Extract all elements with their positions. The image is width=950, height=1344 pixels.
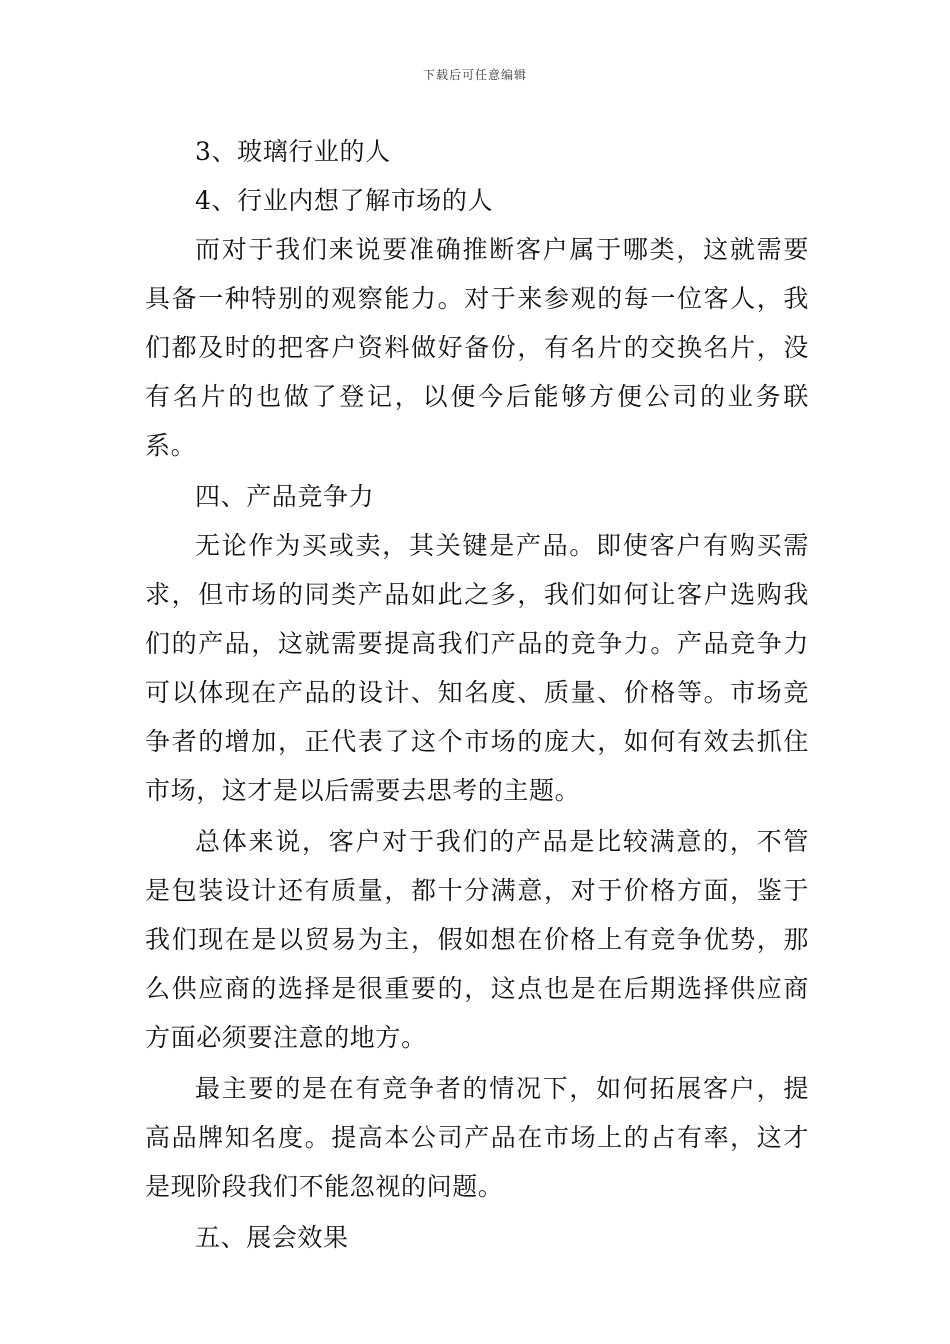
paragraph-customer-observation: 而对于我们来说要准确推断客户属于哪类，这就需要具备一种特别的观察能力。对于来参观的每一位客人，我们都及时的把客户资料做好备份，有名片的交换名片，没有名片的也做了登记，以便今后能够方便公司的业务联系。 (145, 235, 809, 460)
paragraph-overall-summary: 总体来说，客户对于我们的产品是比较满意的，不管是包装设计还有质量，都十分满意，对于价格方面，鉴于我们现在是以贸易为主，假如想在价格上有竞争优势，那么供应商的选择是很重要的，这点也是在后期选择供应商方面必须要注意的地方。 (145, 827, 809, 1052)
document-body (145, 127, 809, 1262)
paragraph-most-important: 最主要的是在有竞争者的情况下，如何拓展客户，提高品牌知名度。提高本公司产品在市场上的占有率，这才是现阶段我们不能忽视的问题。 (145, 1074, 809, 1201)
section-heading-5: 五、展会效果 (195, 1223, 349, 1252)
paragraph-product-competitiveness: 无论作为买或卖，其关键是产品。即使客户有购买需求，但市场的同类产品如此之多，我们如何让客户选购我们的产品，这就需要提高我们产品的竞争力。产品竞争力可以体现在产品的设计、知名度、质量、价格等。市场竞争者的增加，正代表了这个市场的庞大，如何有效去抓住市场，这才是以后需要去思考的主题。 (145, 531, 809, 805)
paragraph-list-item-3: 3、玻璃行业的人 (195, 137, 391, 166)
section-heading-4: 四、产品竞争力 (195, 482, 375, 511)
paragraph-list-item-4: 4、行业内想了解市场的人 (195, 186, 494, 215)
header-note: 下载后可任意编辑 (422, 68, 527, 82)
